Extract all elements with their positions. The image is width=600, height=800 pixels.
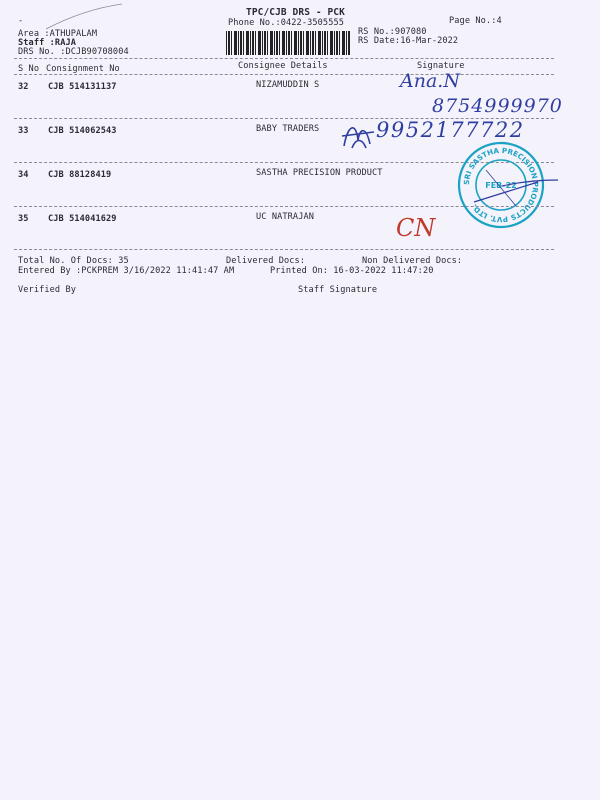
row34-signature-stroke bbox=[500, 172, 560, 192]
row32-phone-handwritten: 8754999970 bbox=[432, 95, 563, 117]
row-sno: 33 bbox=[18, 126, 29, 136]
row-consignee: NIZAMUDDIN S bbox=[256, 80, 320, 90]
row-consignment: CJB 514062543 bbox=[48, 126, 117, 136]
row-consignee: UC NATRAJAN bbox=[256, 212, 315, 222]
area-label: Area :ATHUPALAM bbox=[18, 29, 98, 39]
row35-signature-initials: CN bbox=[396, 214, 436, 242]
dash-mark: - bbox=[18, 16, 24, 26]
row-consignee: BABY TRADERS bbox=[256, 124, 320, 134]
col-consignee: Consignee Details bbox=[238, 61, 328, 71]
header-rule-top bbox=[14, 58, 554, 59]
barcode bbox=[226, 31, 350, 55]
stamp-date: FEB-22 bbox=[485, 181, 517, 190]
non-delivered-docs: Non Delivered Docs: bbox=[362, 256, 463, 266]
row-consignment: CJB 514041629 bbox=[48, 214, 117, 224]
page-no: Page No.:4 bbox=[449, 16, 502, 26]
staff-signature: Staff Signature bbox=[298, 285, 378, 295]
row33-signature-scribble bbox=[340, 118, 376, 150]
row-sno: 32 bbox=[18, 82, 29, 92]
row-rule bbox=[14, 206, 554, 207]
col-consignment: Consignment No bbox=[46, 64, 120, 74]
col-sno: S No bbox=[18, 64, 40, 74]
rs-no: RS No.:907080 bbox=[358, 27, 427, 37]
row33-phone-handwritten: 9952177722 bbox=[376, 118, 525, 142]
stamp-text: SRI SASTHA PRECISION PRODUCTS PVT. LTD. bbox=[461, 145, 541, 225]
row-sno: 34 bbox=[18, 170, 29, 180]
pen-stroke-top bbox=[44, 2, 124, 32]
entered-by: Entered By :PCKPREM 3/16/2022 11:41:47 AM bbox=[18, 266, 235, 276]
col-signature: Signature bbox=[417, 61, 465, 71]
rs-date: RS Date:16-Mar-2022 bbox=[358, 36, 459, 46]
row-rule bbox=[14, 249, 554, 250]
row-consignee: SASTHA PRECISION PRODUCT bbox=[256, 168, 383, 178]
row-sno: 35 bbox=[18, 214, 29, 224]
staff-label: Staff :RAJA bbox=[18, 38, 77, 48]
phone-no: Phone No.:0422-3505555 bbox=[228, 18, 345, 28]
drs-no: DRS No. :DCJB90708004 bbox=[18, 47, 129, 57]
row-consignment: CJB 88128419 bbox=[48, 170, 112, 180]
printed-on: Printed On: 16-03-2022 11:47:20 bbox=[270, 266, 434, 276]
row32-signature: Ana.N bbox=[400, 70, 460, 92]
doc-title: TPC/CJB DRS - PCK bbox=[246, 7, 345, 18]
verified-by: Verified By bbox=[18, 285, 77, 295]
delivered-docs: Delivered Docs: bbox=[226, 256, 306, 266]
header-rule-bottom bbox=[14, 74, 554, 75]
total-docs: Total No. Of Docs: 35 bbox=[18, 256, 129, 266]
row-consignment: CJB 514131137 bbox=[48, 82, 117, 92]
